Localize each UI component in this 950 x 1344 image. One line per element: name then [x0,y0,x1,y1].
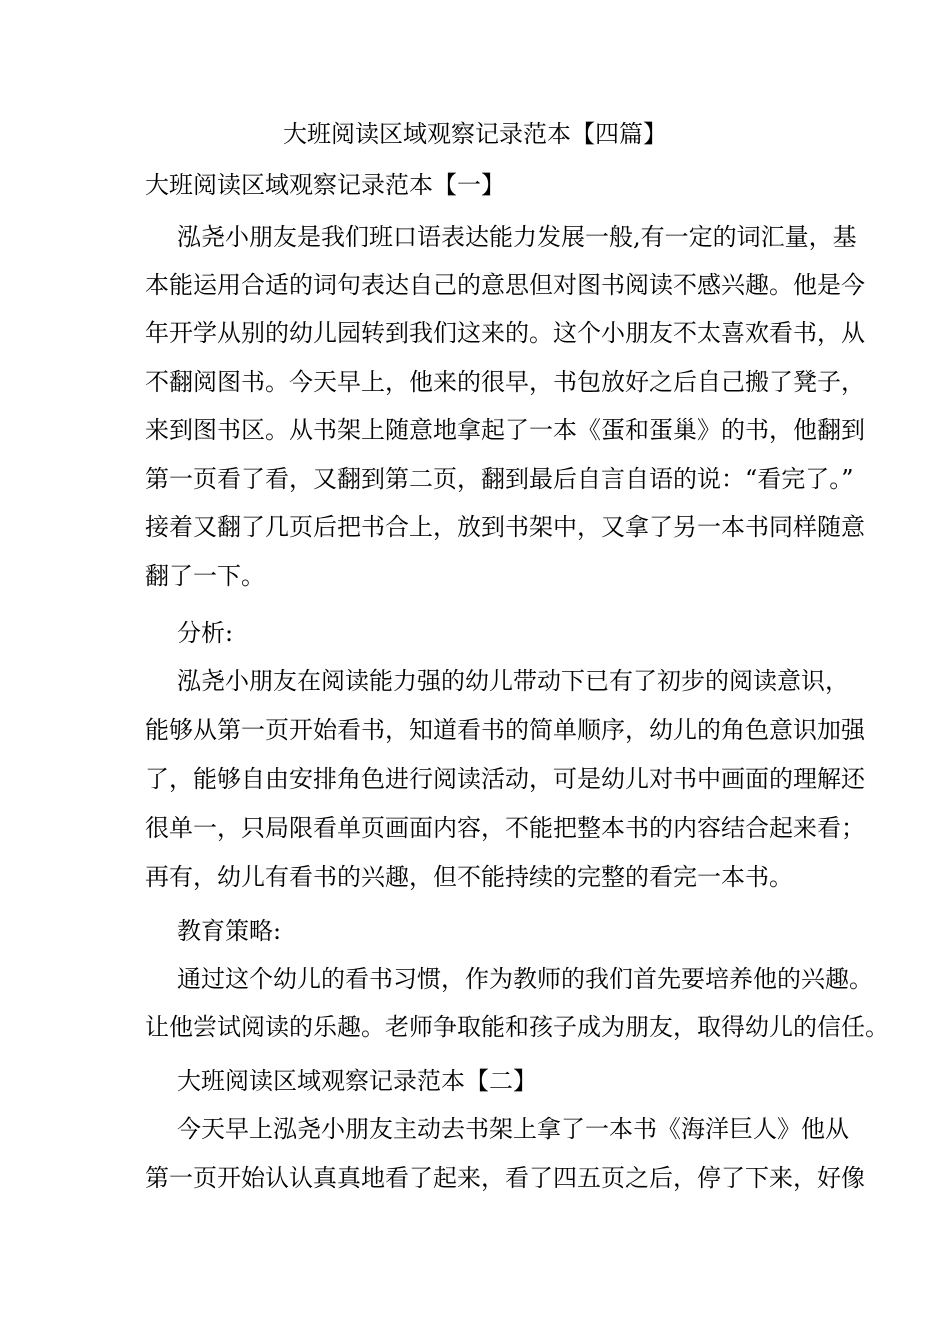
paragraph-line: 泓尧小朋友是我们班口语表达能力发展一般,有一定的词汇量，基 [177,223,857,251]
paragraph-line: 能够从第一页开始看书，知道看书的简单顺序，幼儿的角色意识加强 [145,716,865,744]
section-heading-1: 大班阅读区域观察记录范本【一】 [145,171,505,199]
paragraph-line: 今天早上泓尧小朋友主动去书架上拿了一本书《海洋巨人》他从 [177,1115,849,1143]
paragraph-line: 让他尝试阅读的乐趣。老师争取能和孩子成为朋友，取得幼儿的信任。 [145,1013,889,1041]
paragraph-line: 了，能够自由安排角色进行阅读活动，可是幼儿对书中画面的理解还 [145,765,865,793]
document-title: 大班阅读区域观察记录范本【四篇】 [283,120,667,148]
paragraph-line: 不翻阅图书。今天早上，他来的很早，书包放好之后自己搬了凳子， [145,368,865,396]
analysis-heading: 分析: [177,619,234,647]
paragraph-line: 本能运用合适的词句表达自己的意思但对图书阅读不感兴趣。他是今 [145,271,865,299]
paragraph-line: 年开学从别的幼儿园转到我们这来的。这个小朋友不太喜欢看书，从 [145,319,865,347]
paragraph-line: 再有，幼儿有看书的兴趣，但不能持续的完整的看完一本书。 [145,863,793,891]
paragraph-line: 很单一，只局限看单页画面内容，不能把整本书的内容结合起来看； [145,814,865,842]
paragraph-line: 第一页看了看，又翻到第二页，翻到最后自言自语的说：“看完了。” [145,465,854,493]
paragraph-line: 翻了一下。 [145,562,265,590]
strategy-heading: 教育策略: [177,917,282,945]
paragraph-line: 第一页开始认认真真地看了起来，看了四五页之后，停了下来，好像 [145,1164,865,1192]
paragraph-line: 通过这个幼儿的看书习惯，作为教师的我们首先要培养他的兴趣。 [177,965,873,993]
paragraph-line: 来到图书区。从书架上随意地拿起了一本《蛋和蛋巢》的书，他翻到 [145,416,865,444]
section-heading-2: 大班阅读区域观察记录范本【二】 [177,1067,537,1095]
paragraph-line: 接着又翻了几页后把书合上，放到书架中，又拿了另一本书同样随意 [145,513,865,541]
paragraph-line: 泓尧小朋友在阅读能力强的幼儿带动下已有了初步的阅读意识， [177,667,849,695]
